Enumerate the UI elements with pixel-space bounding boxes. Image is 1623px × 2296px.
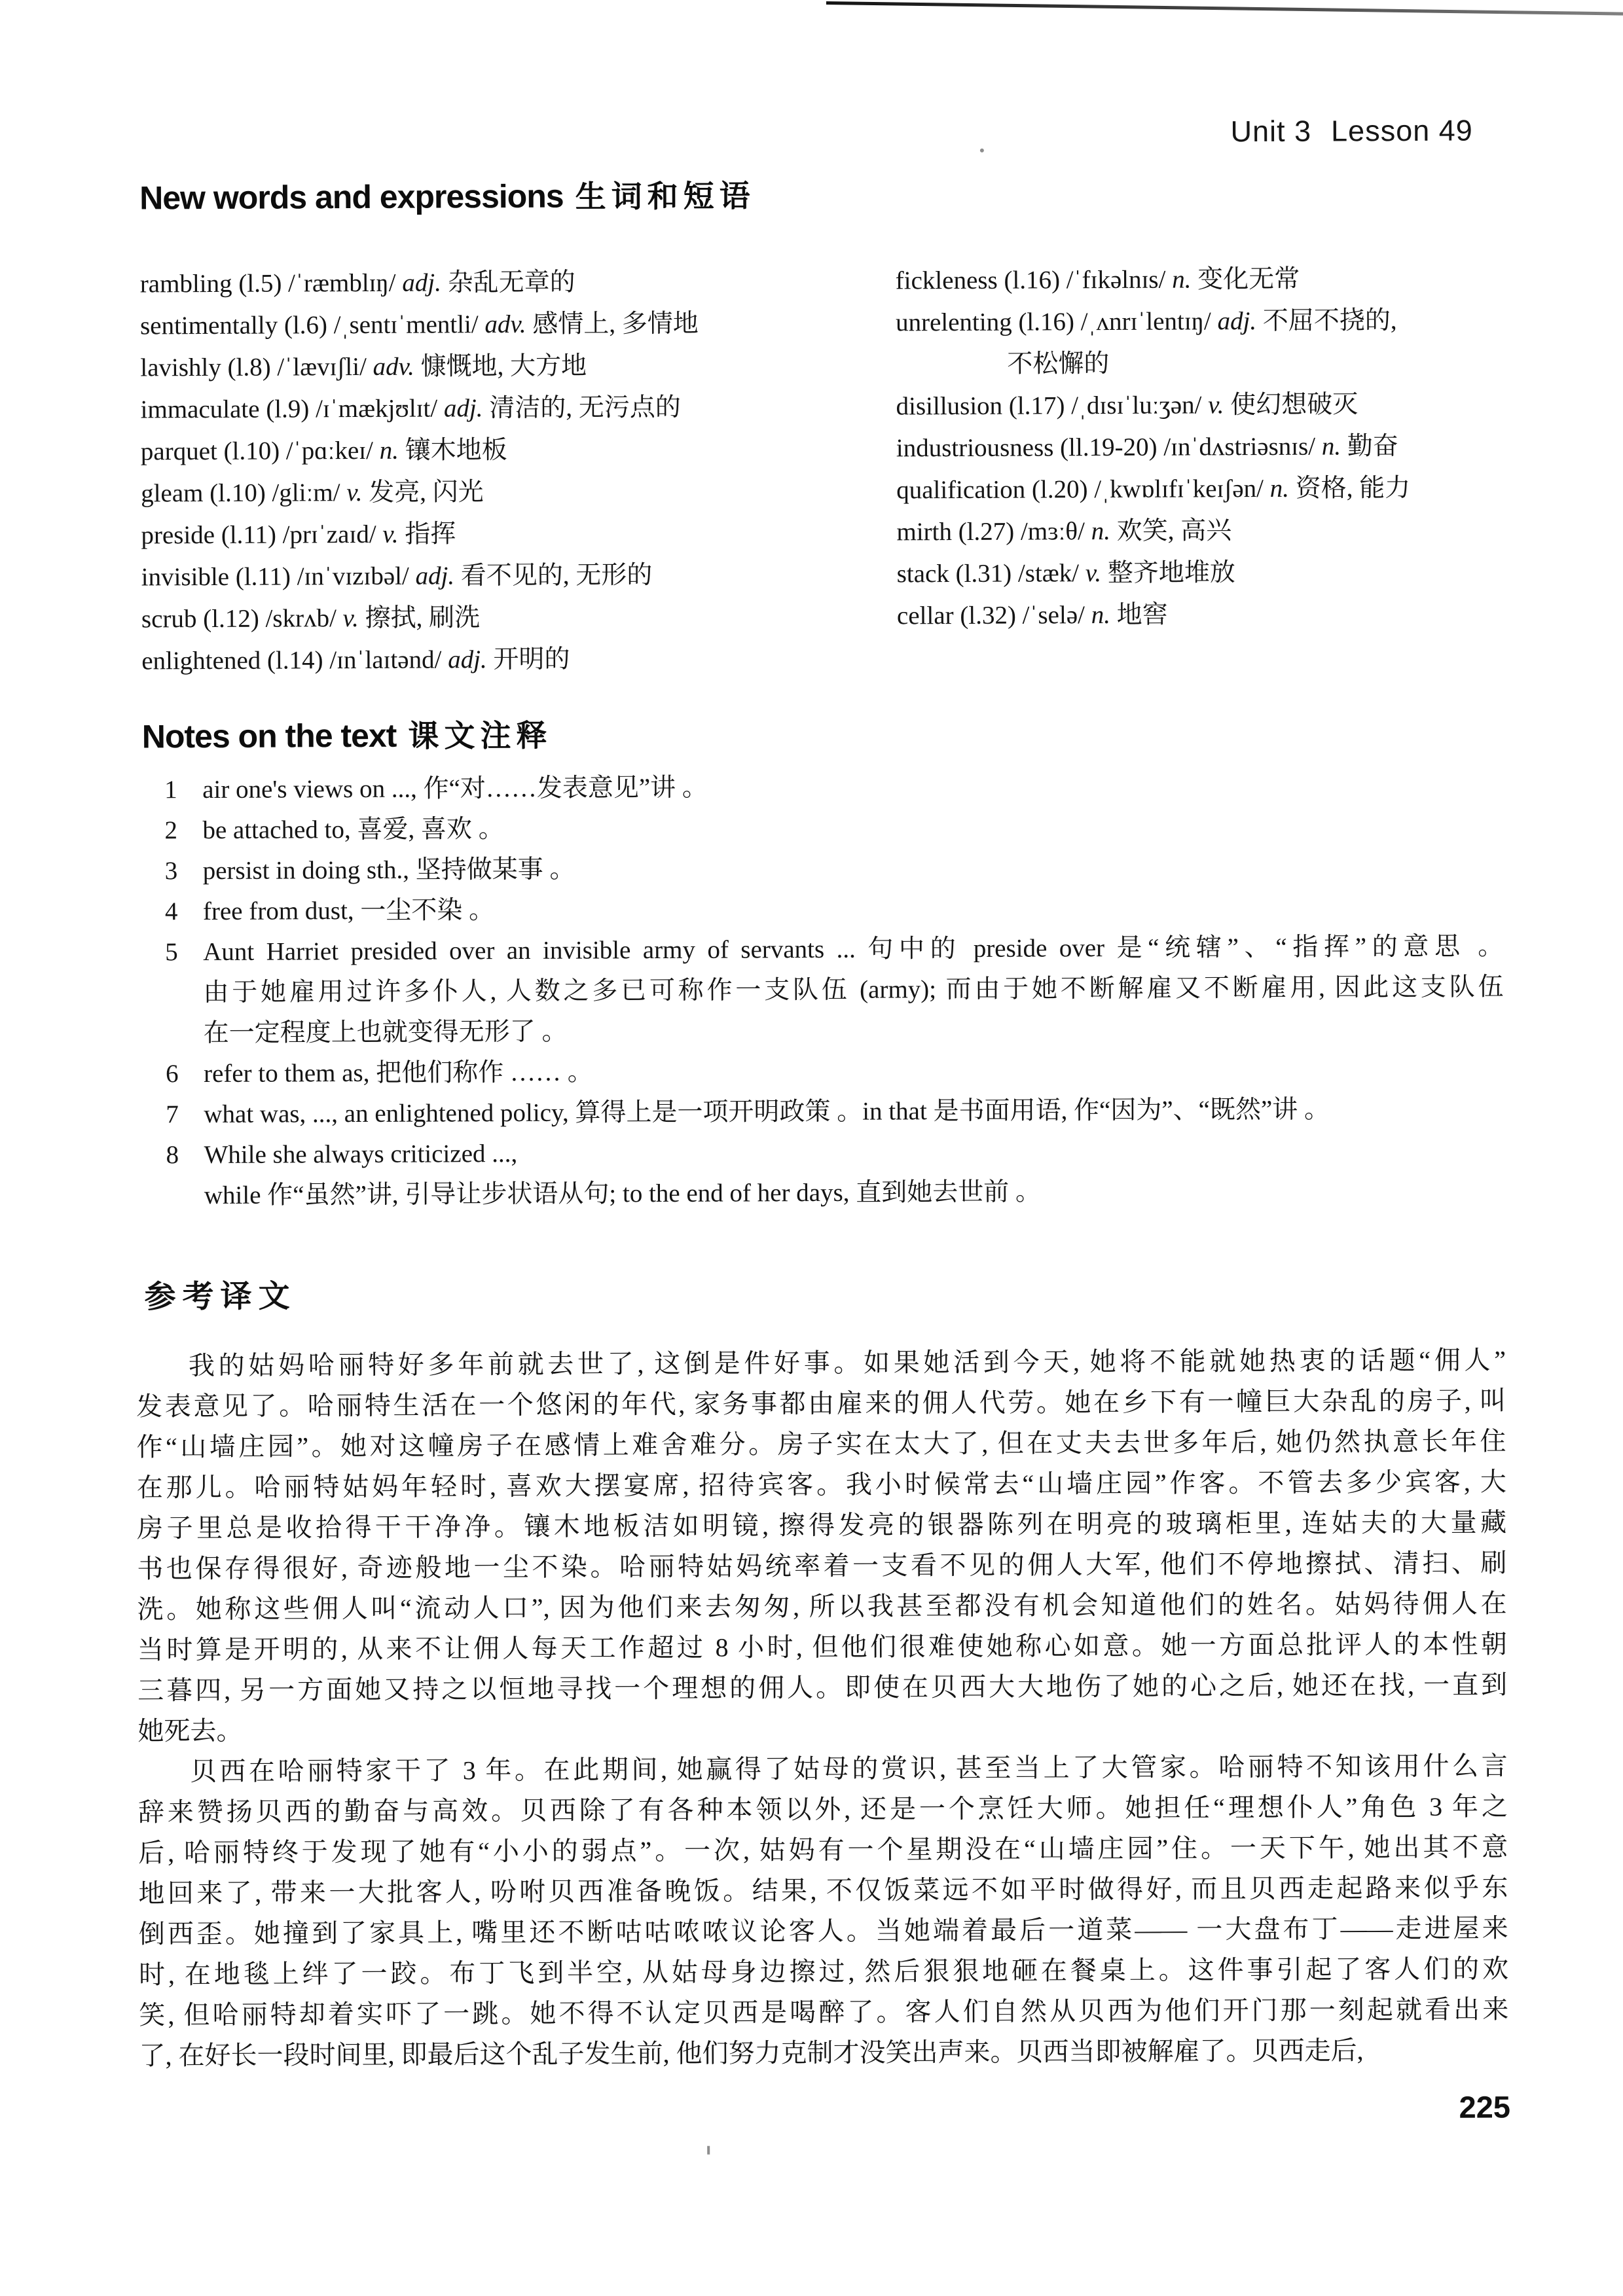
vocab-cn: 资格, 能力 (1295, 474, 1411, 503)
note-text: 在一定程度上也就变得无形了 。 (203, 1017, 568, 1048)
translation-line: 当时算是开明的, 从来不让佣人每天工作超过 8 小时, 但他们很难使她称心如意。她一方面总批评人的本性朝 (137, 1629, 1507, 1665)
translation-line: 三暮四, 另一方面她又持之以恒地寻找一个理想的佣人。即使在贝西大大地伤了她的心之后, 她还在找, 一直到 (137, 1670, 1508, 1706)
vocab-section-title (139, 171, 756, 218)
translation-line: 洗。她称这些佣人叫“流动人口”, 因为他们来去匆匆, 所以我甚至都没有机会知道他们的姓名。姑妈待佣人在 (137, 1588, 1507, 1624)
vocab-cn: 清洁的, 无污点的 (489, 393, 681, 423)
vocab-pos: v. (1208, 391, 1224, 420)
vocab-word: rambling (l.5) /ˈræmblɪŋ/ (139, 268, 396, 298)
vocab-entry (141, 596, 848, 641)
translation-section-title: 参考译文 (144, 1279, 297, 1315)
vocab-entry (897, 550, 1611, 596)
vocab-entry (140, 302, 847, 348)
translation-line: 倒西歪。她撞到了家具上, 嘴里还不断咕咕哝哝议论客人。当她端着最后一道菜—— 一大盘布丁——走进屋来 (138, 1913, 1508, 1949)
vocab-pos: n. (1172, 265, 1192, 294)
vocab-word: unrelenting (l.16) /ˌʌnrɪˈlentɪŋ/ (895, 307, 1211, 337)
vocab-pos: n. (1269, 474, 1290, 503)
vocab-title-cn: 生词和短语 (575, 179, 756, 215)
vocab-cn: 感情上, 多情地 (532, 309, 699, 338)
note-text: persist in doing sth., 坚持做某事 。 (202, 855, 575, 886)
vocab-pos: n. (379, 436, 399, 465)
note-text: free from dust, 一尘不染 。 (202, 896, 495, 926)
vocab-entry (897, 592, 1611, 637)
note-item (165, 926, 1504, 1054)
translation-line: 发表意见了。哈丽特生活在一个悠闲的年代, 家务事都由雇来的佣人代劳。她在乡下有一幢巨大杂乱的房子, 叫 (136, 1386, 1506, 1422)
vocab-cn: 擦拭, 刷洗 (365, 603, 481, 632)
vocab-word: enlightened (l.14) /ɪnˈlaɪtənd/ (141, 645, 442, 675)
vocab-pos: v. (342, 604, 359, 633)
unit-lesson-header (1230, 114, 1472, 149)
note-number: 2 (164, 816, 177, 845)
vocab-word: mirth (l.27) /mɜːθ/ (896, 517, 1085, 547)
note-number: 4 (164, 897, 178, 926)
vocab-cn: 镶木地板 (405, 436, 507, 465)
note-item (166, 1048, 1504, 1094)
vocab-pos: adj. (415, 562, 455, 590)
vocab-entry (896, 299, 1609, 344)
vocab-word: lavishly (l.8) /ˈlævɪʃli/ (140, 352, 367, 382)
vocab-entry-continuation (896, 341, 1609, 386)
translation-line: 书也保存得很好, 奇迹般地一尘不染。哈丽特姑妈统率着一支看不见的佣人大军, 他们不停地擦拭、清扫、刷 (137, 1548, 1507, 1584)
vocab-word: gleam (l.10) /gliːm/ (141, 478, 340, 508)
vocab-word: immaculate (l.9) /ɪˈmækjʊlɪt/ (140, 394, 438, 424)
translation-line: 作“山墙庄园”。她对这幢房子在感情上难舍难分。房子实在太大了, 但在丈夫去世多年后, 她仍然执意长年住 (136, 1426, 1506, 1462)
vocab-pos: adj. (448, 645, 487, 674)
vocab-entry (896, 509, 1610, 554)
note-item (166, 1129, 1504, 1216)
vocab-pos: n. (1321, 432, 1341, 461)
notes-section-title (142, 711, 553, 757)
note-number: 3 (164, 857, 178, 886)
notes-list (164, 764, 1504, 1216)
vocab-entry (140, 260, 847, 306)
translation-line: 了, 在好长一段时间里, 即最后这个乱子发生前, 他们努力克制才没笑出声来。贝西当即被解雇了。贝西走后, (139, 2036, 1364, 2071)
translation-line: 辞来赞扬贝西的勤奋与高效。贝西除了有各种本领以外, 还是一个烹饪大师。她担任“理想仆人”角色 3 年之 (137, 1791, 1508, 1827)
translation-body (136, 1340, 1509, 2076)
vocab-word: qualification (l.20) /ˌkwɒlɪfɪˈkeɪʃən/ (896, 474, 1264, 505)
note-number: 5 (165, 938, 178, 967)
note-item (165, 886, 1503, 932)
vocab-cn: 慷慨地, 大方地 (420, 351, 587, 381)
note-number: 8 (166, 1141, 179, 1170)
vocab-pos: adv. (373, 352, 414, 381)
vocab-entry (140, 344, 847, 389)
translation-line: 房子里总是收拾得干干净净。镶木地板洁如明镜, 擦得发亮的银器陈列在明亮的玻璃柜里, 连姑夫的大量藏 (136, 1507, 1507, 1543)
vocab-word: disillusion (l.17) /ˌdɪsɪˈluːʒən/ (896, 391, 1202, 421)
translation-line: 她死去。 (137, 1715, 243, 1746)
note-item (165, 845, 1503, 891)
vocab-cn: 发亮, 闪光 (369, 478, 484, 507)
vocab-pos: v. (1085, 559, 1102, 588)
note-text: while 作“虽然”讲, 引导让步状语从句; to the end of her days, 直到她去世前 。 (204, 1177, 1042, 1210)
vocab-cn: 地窖 (1116, 600, 1168, 629)
vocab-title-en: New words and expressions (139, 177, 564, 217)
vocab-word: scrub (l.12) /skrʌb/ (141, 604, 337, 634)
translation-line: 在那儿。哈丽特姑妈年轻时, 喜欢大摆宴席, 招待宾客。我小时候常去“山墙庄园”作客。不管去多少宾客, 大 (136, 1467, 1506, 1503)
vocab-entry (141, 470, 848, 515)
note-text: be attached to, 喜爱, 喜欢 。 (202, 815, 504, 845)
vocab-entry (896, 257, 1609, 302)
vocab-entry (896, 383, 1609, 428)
vocab-pos: n. (1091, 601, 1111, 630)
translation-line: 贝西在哈丽特家干了 3 年。在此期间, 她赢得了姑母的赏识, 甚至当上了大管家。哈丽特不知该用什么言 (190, 1751, 1508, 1787)
vocab-cn: 欢笑, 高兴 (1116, 516, 1232, 545)
vocab-cn: 使幻想破灭 (1230, 390, 1359, 420)
vocab-entry (896, 467, 1610, 512)
notes-title-en: Notes on the text (141, 717, 397, 755)
vocab-word: sentimentally (l.6) /ˌsentɪˈmentli/ (139, 310, 479, 340)
vocab-cn: 不松懈的 (1007, 350, 1110, 378)
vocab-pos: v. (346, 478, 363, 507)
vocab-word: cellar (l.32) /ˈselə/ (896, 601, 1085, 630)
vocab-column-right (896, 257, 1611, 637)
note-number: 7 (166, 1100, 179, 1129)
vocab-cn: 开明的 (493, 645, 570, 674)
vocab-cn: 勤奋 (1347, 432, 1398, 461)
vocab-cn: 不屈不挠的, (1262, 306, 1397, 335)
vocab-word: preside (l.11) /prɪˈzaɪd/ (141, 520, 376, 550)
vocab-entry (141, 637, 848, 683)
note-item (164, 804, 1503, 851)
translation-line: 我的姑妈哈丽特好多年前就去世了, 这倒是件好事。如果她活到今天, 她将不能就她热衷的话题“佣人” (188, 1345, 1506, 1381)
translation-line: 地回来了, 带来一大批客人, 吩咐贝西准备晚饭。结果, 不仅饭菜远不如平时做得好, 而且贝西走起路来似乎东 (138, 1873, 1508, 1909)
note-text: Aunt Harriet presided over an invisible army of servants ... 句中的 preside over 是“统辖”、“指挥”的意思 。 (203, 932, 1504, 967)
vocab-cn: 杂乱无章的 (447, 268, 575, 297)
vocab-entry (141, 512, 848, 557)
vocab-entry (141, 428, 848, 473)
note-text: 由于她雇用过许多仆人, 人数之多已可称作一支队伍 (army); 而由于她不断解雇又不断雇用, 因此这支队伍 (203, 973, 1504, 1007)
vocab-entry (141, 554, 848, 599)
vocab-word: stack (l.31) /stæk/ (896, 559, 1080, 588)
page-number: 225 (1459, 2089, 1511, 2125)
vocab-pos: adj. (443, 394, 483, 423)
translation-line: 时, 在地毯上绊了一跤。布丁飞到半空, 从姑母身边擦过, 然后狠狠地砸在餐桌上。这件事引起了客人们的欢 (138, 1954, 1509, 1990)
note-text: what was, ..., an enlightened policy, 算得上是一项开明政策 。in that 是书面用语, 作“因为”、“既然”讲 。 (204, 1095, 1330, 1129)
note-text: air one's views on ..., 作“对……发表意见”讲 。 (202, 773, 708, 804)
vocab-entry (896, 425, 1610, 470)
vocab-pos: adj. (1217, 307, 1257, 336)
note-item (164, 764, 1503, 810)
vocab-cn: 指挥 (405, 520, 456, 548)
vocab-cn: 整齐地堆放 (1107, 558, 1235, 588)
vocab-column-left (140, 260, 849, 683)
vocab-cn: 变化无常 (1197, 264, 1300, 294)
translation-line: 后, 哈丽特终于发现了她有“小小的弱点”。一次, 姑妈有一个星期没在“山墙庄园”住。一天下午, 她出其不意 (138, 1832, 1508, 1868)
scan-speck (707, 2146, 710, 2155)
unit-label: Unit 3 (1230, 114, 1312, 149)
vocab-word: fickleness (l.16) /ˈfɪkəlnɪs/ (895, 265, 1166, 295)
vocab-word: parquet (l.10) /ˈpɑːkeɪ/ (140, 436, 374, 466)
note-number: 1 (164, 776, 177, 804)
vocab-entry (140, 386, 847, 431)
vocab-cn: 看不见的, 无形的 (460, 561, 653, 590)
vocab-pos: adj. (402, 268, 442, 297)
vocab-pos: adv. (484, 310, 526, 339)
notes-title-cn: 课文注释 (408, 719, 553, 754)
note-item (166, 1088, 1504, 1135)
vocab-word: invisible (l.11) /ɪnˈvɪzɪbəl/ (141, 562, 409, 592)
vocab-pos: n. (1091, 517, 1110, 546)
note-number: 6 (165, 1060, 179, 1088)
note-text: While she always criticized ..., (204, 1139, 518, 1170)
vocab-pos: v. (382, 520, 399, 548)
note-text: refer to them as, 把他们称作 …… 。 (203, 1058, 593, 1088)
translation-line: 笑, 但哈丽特却着实吓了一跳。她不得不认定贝西是喝醉了。客人们自然从贝西为他们开门那一刻起就看出来 (139, 1994, 1509, 2030)
scan-speck (980, 149, 984, 152)
lesson-label: Lesson 49 (1330, 113, 1473, 148)
vocab-word: industriousness (ll.19-20) /ɪnˈdʌstriəsnɪs/ (896, 432, 1316, 463)
